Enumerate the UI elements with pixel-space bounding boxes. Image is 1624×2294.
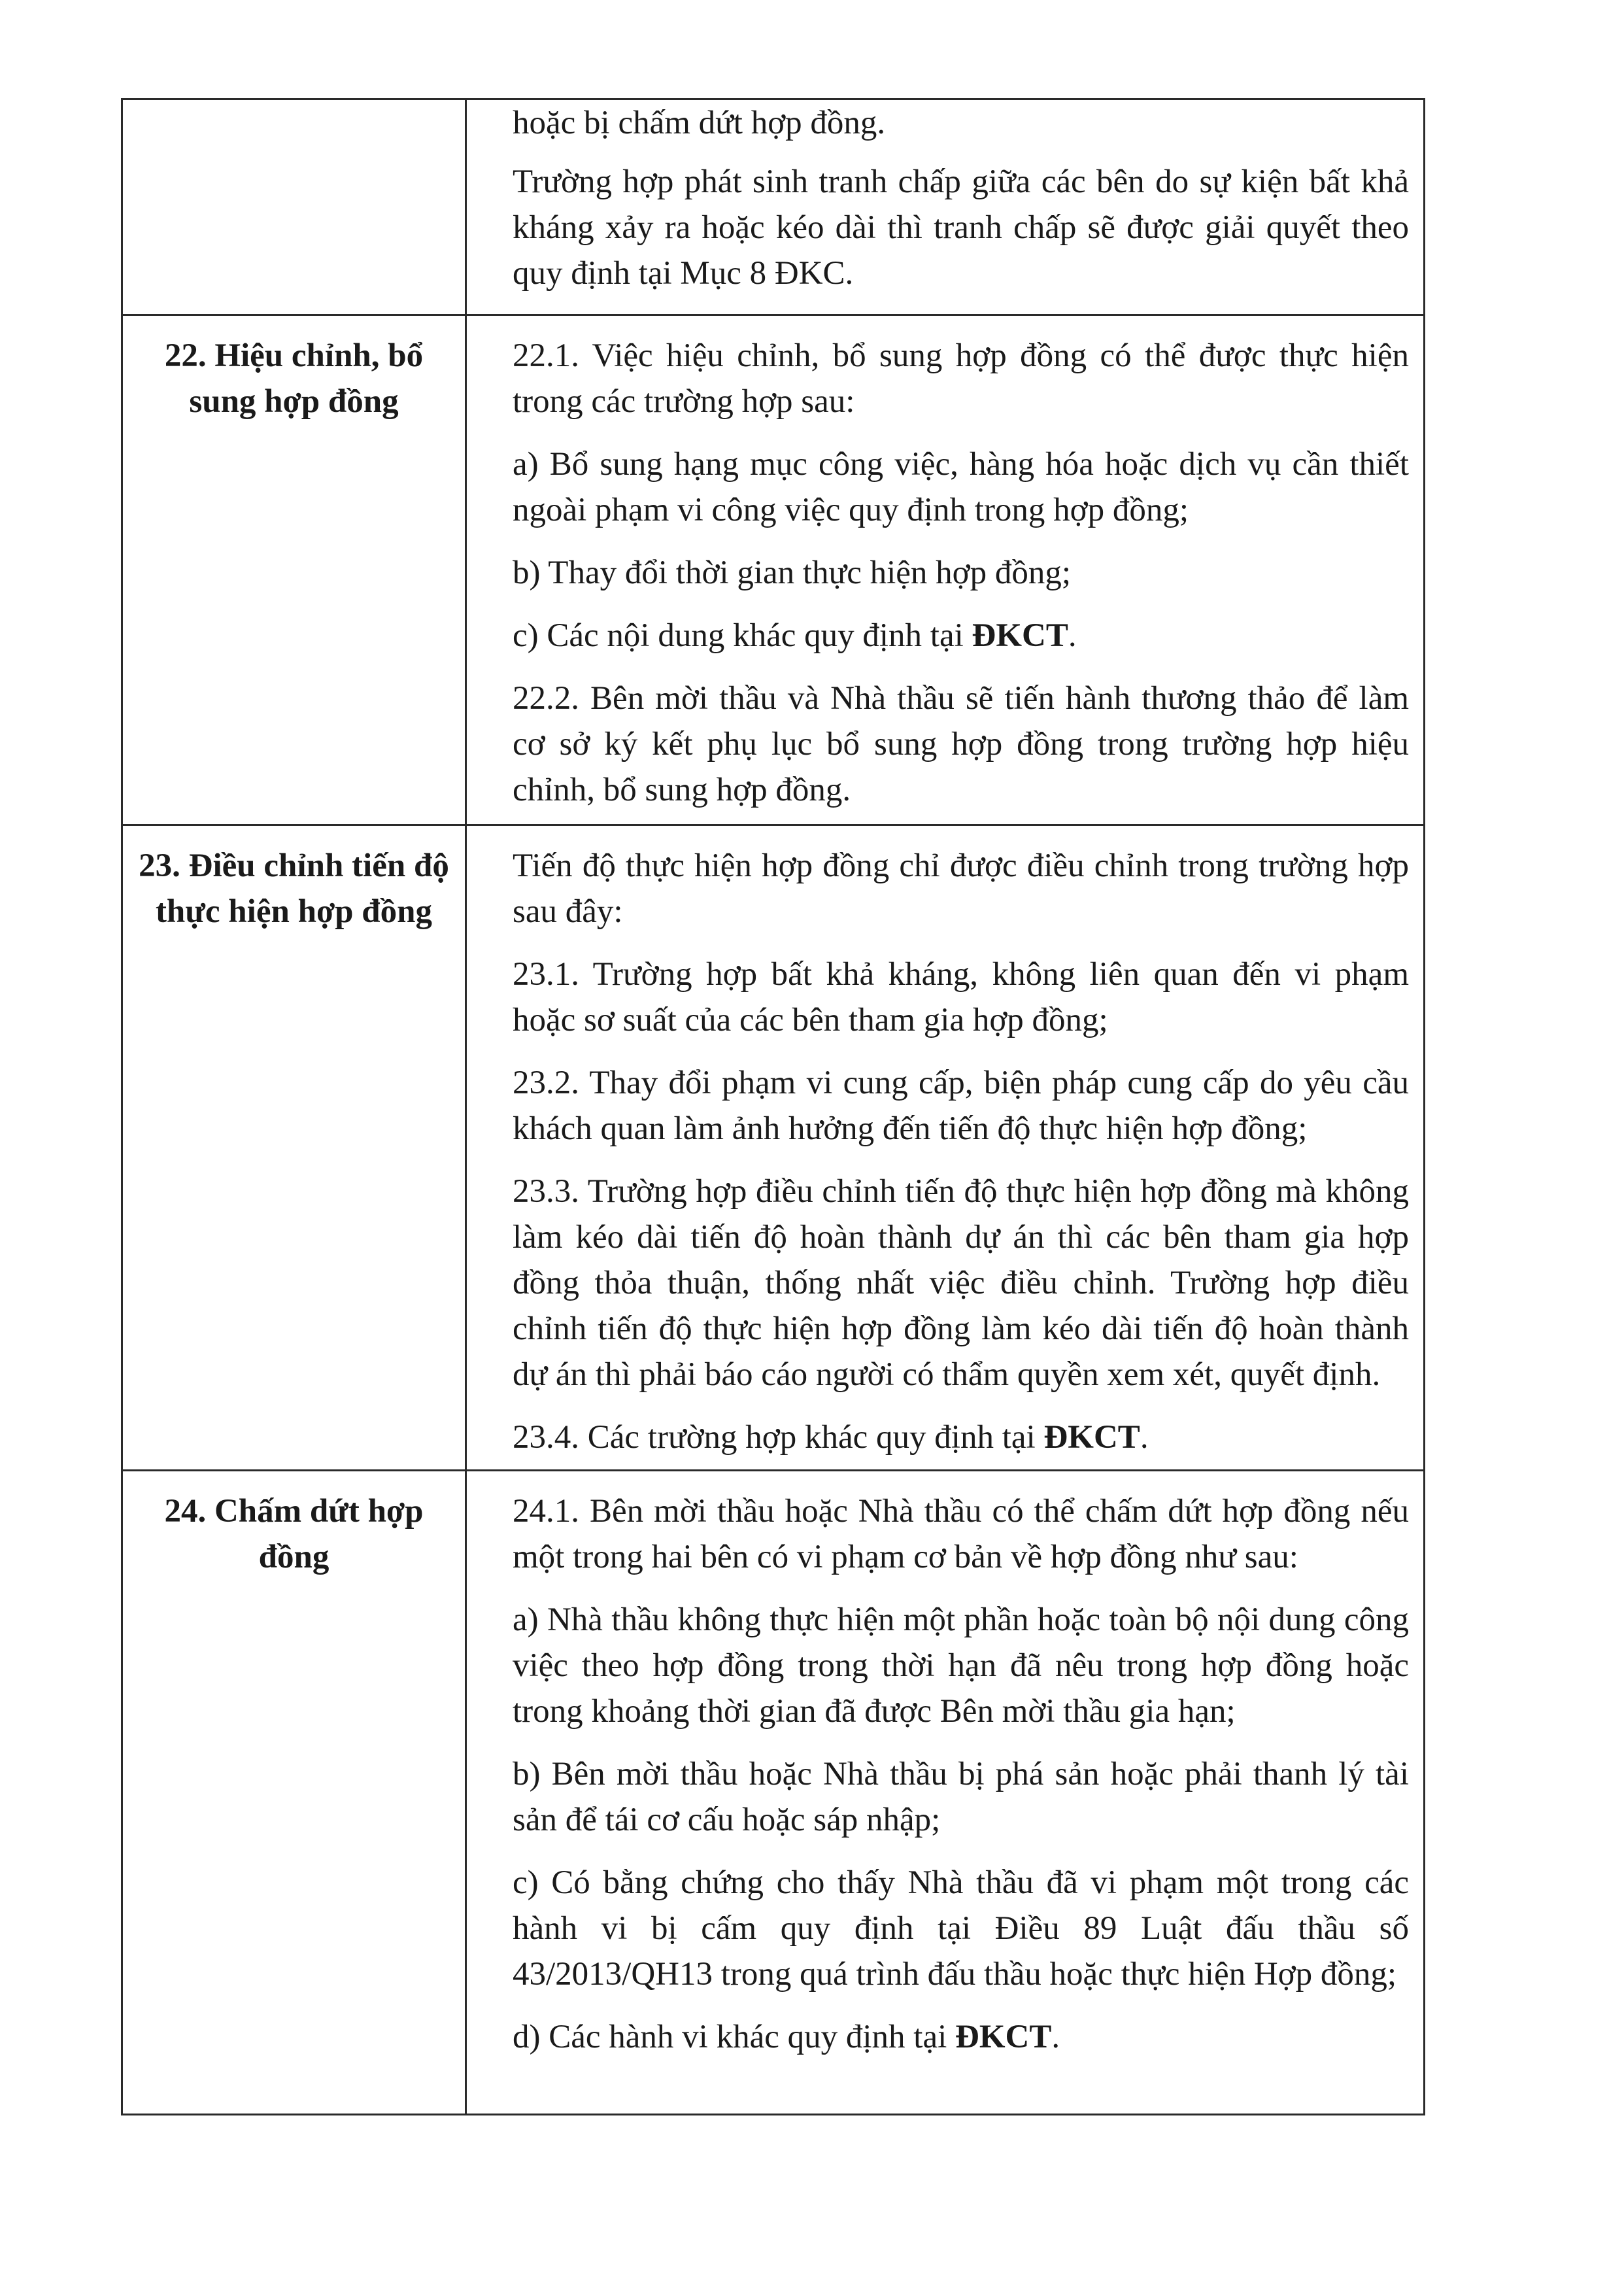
dkct-reference: ĐKCT [955, 2019, 1052, 2055]
clause-text: . [1051, 2019, 1060, 2055]
clause-text: . [1140, 1419, 1149, 1456]
clause-body [466, 825, 1425, 1471]
clause-text: c) Các nội dung khác quy định tại [513, 617, 972, 654]
clause-paragraph: a) Bổ sung hạng mục công việc, hàng hóa hoặc dịch vụ cần thiết ngoài phạm vi công việc quy định trong hợp đồng; [513, 446, 1409, 528]
clause-paragraph: 24.1. Bên mời thầu hoặc Nhà thầu có thể chấm dứt hợp đồng nếu một trong hai bên có vi phạm cơ bản về hợp đồng như sau: [513, 1493, 1409, 1575]
clause-paragraph: 23.2. Thay đổi phạm vi cung cấp, biện pháp cung cấp do yêu cầu khách quan làm ảnh hưởng đến tiến độ thực hiện hợp đồng; [513, 1065, 1409, 1147]
clause-paragraph-with-reference [513, 1414, 1409, 1460]
clause-paragraph: c) Có bằng chứng cho thấy Nhà thầu đã vi phạm một trong các hành vi bị cấm quy định tại Điều 89 Luật đấu thầu số 43/2013/QH13 trong quá trình đấu thầu hoặc thực hiện Hợp đồng; [513, 1864, 1409, 1993]
contract-clauses-table [121, 98, 1425, 2115]
clause-text: . [1068, 617, 1077, 654]
clause-heading: 23. Điều chỉnh tiến độ thực hiện hợp đồng [122, 825, 466, 1471]
clause-body [466, 315, 1425, 825]
clause-paragraph: b) Thay đổi thời gian thực hiện hợp đồng; [513, 555, 1072, 591]
clause-heading: 22. Hiệu chỉnh, bổ sung hợp đồng [122, 315, 466, 825]
clause-paragraph: 22.2. Bên mời thầu và Nhà thầu sẽ tiến hành thương thảo để làm cơ sở ký kết phụ lục bổ sung hợp đồng trong trường hợp hiệu chỉnh, bổ sung hợp đồng. [513, 680, 1409, 808]
clause-paragraph: b) Bên mời thầu hoặc Nhà thầu bị phá sản hoặc phải thanh lý tài sản để tái cơ cấu hoặc sáp nhập; [513, 1756, 1409, 1838]
dkct-reference: ĐKCT [1043, 1419, 1140, 1456]
clause-text: 23.4. Các trường hợp khác quy định tại [513, 1419, 1044, 1456]
clause-text: d) Các hành vi khác quy định tại [513, 2019, 955, 2055]
clause-paragraph: Tiến độ thực hiện hợp đồng chỉ được điều chỉnh trong trường hợp sau đây: [513, 847, 1409, 930]
clause-row-continuation [122, 99, 1425, 315]
clause-row-23 [122, 825, 1425, 1471]
clause-paragraph: 23.3. Trường hợp điều chỉnh tiến độ thực hiện hợp đồng mà không làm kéo dài tiến độ hoàn thành dự án thì các bên tham gia hợp đồng thỏa thuận, thống nhất việc điều chỉnh. Trường hợp điều chỉnh tiến độ thực hiện hợp đồng làm kéo dài tiến độ hoàn thành dự án thì phải báo cáo người có thẩm quyền xem xét, quyết định. [513, 1173, 1409, 1393]
clause-paragraph: hoặc bị chấm dứt hợp đồng. [513, 105, 886, 141]
dkct-reference: ĐKCT [972, 617, 1068, 654]
clause-paragraph-with-reference [513, 613, 1409, 659]
clause-body [466, 99, 1425, 315]
clause-paragraph-with-reference [513, 2014, 1409, 2060]
clause-paragraph: a) Nhà thầu không thực hiện một phần hoặc toàn bộ nội dung công việc theo hợp đồng trong thời hạn đã nêu trong hợp đồng hoặc trong khoảng thời gian đã được Bên mời thầu gia hạn; [513, 1601, 1409, 1730]
clause-heading [122, 99, 466, 315]
clause-paragraph: 22.1. Việc hiệu chỉnh, bổ sung hợp đồng có thể được thực hiện trong các trường hợp sau: [513, 337, 1409, 420]
clause-paragraph: Trường hợp phát sinh tranh chấp giữa các bên do sự kiện bất khả kháng xảy ra hoặc kéo dài thì tranh chấp sẽ được giải quyết theo quy định tại Mục 8 ĐKC. [513, 163, 1409, 292]
clause-row-24 [122, 1471, 1425, 2115]
clause-heading: 24. Chấm dứt hợp đồng [122, 1471, 466, 2115]
clause-body [466, 1471, 1425, 2115]
clause-paragraph: 23.1. Trường hợp bất khả kháng, không liên quan đến vi phạm hoặc sơ suất của các bên tham gia hợp đồng; [513, 956, 1409, 1038]
clause-row-22 [122, 315, 1425, 825]
